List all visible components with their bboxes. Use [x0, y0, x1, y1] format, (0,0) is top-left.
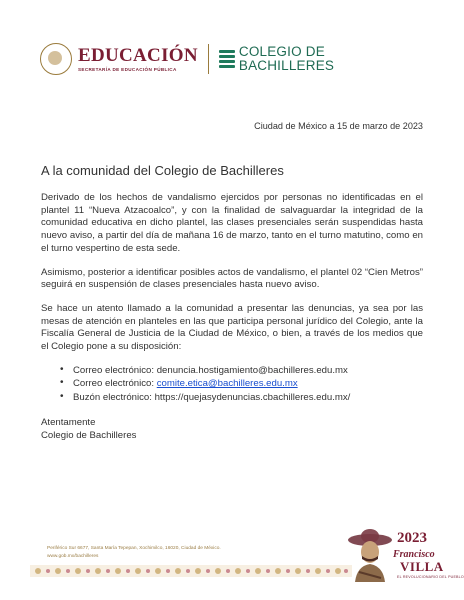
villa-portrait-icon — [347, 528, 393, 582]
francisco-villa-emblem — [345, 526, 464, 586]
closing-text: Atentamente — [41, 416, 96, 428]
colegio-wordmark — [239, 45, 334, 73]
colegio-line-1: COLEGIO DE — [238, 44, 325, 59]
closing-block — [41, 417, 423, 442]
contact-label: Correo electrónico: — [73, 378, 157, 390]
ethics-email-link[interactable]: comite.etica@bachilleres.edu.mx — [156, 378, 298, 390]
contact-item — [73, 365, 423, 378]
signature-text: Colegio de Bachilleres — [41, 429, 137, 441]
contact-item — [73, 378, 423, 391]
footer-address-block — [47, 545, 221, 560]
mexico-seal-icon — [40, 43, 72, 75]
letter-date: Ciudad de México a 15 de marzo de 2023 — [254, 121, 423, 131]
sep-logo — [78, 46, 198, 72]
sep-title: EDUCACIÓN — [78, 45, 198, 66]
contact-label: Correo electrónico: — [73, 364, 157, 376]
contact-value: denuncia.hostigamiento@bachilleres.edu.mx — [156, 364, 348, 376]
contact-list — [41, 365, 423, 405]
colegio-line-2: BACHILLERES — [238, 58, 335, 73]
paragraph-1: Derivado de los hechos de vandalismo ejercidos por personas no identificadas en el plantel 11 “Nueva Atzacoalco”, y con la finalidad de salvaguardar la integridad de la comunidad educativa en dicho plantel, las clases presenciales serán suspendidas hasta nuevo aviso, a partir del día de mañana 16 de marzo, tanto en el turno matutino, como en el turno vespertino de esta sede. — [41, 192, 423, 254]
emblem-tagline: EL REVOLUCIONARIO DEL PUEBLO — [397, 575, 464, 579]
colegio-logo-icon — [219, 49, 235, 69]
sep-subtitle: SECRETARÍA DE EDUCACIÓN PÚBLICA — [78, 67, 177, 72]
decorative-floral-strip — [30, 565, 352, 577]
paragraph-2: Asimismo, posterior a identificar posibles actos de vandalismo, el plantel 02 “Cien Metros” seguirá en suspensión de clases presenciales hasta nuevo aviso. — [41, 266, 423, 291]
letter-heading: A la comunidad del Colegio de Bachilleres — [41, 163, 284, 178]
footer-website: www.gob.mx/bachilleres — [47, 553, 99, 559]
emblem-name-first: Francisco — [393, 549, 435, 560]
letter-body — [41, 192, 423, 442]
emblem-name-last: VILLA — [400, 559, 444, 574]
emblem-year: 2023 — [397, 530, 427, 546]
letterhead — [40, 42, 334, 76]
header-divider — [208, 44, 209, 74]
contact-label: Buzón electrónico: — [73, 392, 155, 404]
footer-address: Periférico Sur 6677, Santa María Tepepan, Xochimilco, 16020, Ciudad de México. — [47, 546, 221, 551]
paragraph-3: Se hace un atento llamado a la comunidad a presentar las denuncias, ya sea por las mesas de atención en planteles en las que participa personal jurídico del Colegio, ante la Fiscalía General de Justicia de la Ciudad de México, o bien, a través de los medios que el Colegio pone a su disposición: — [41, 302, 423, 353]
contact-item — [73, 392, 423, 405]
contact-value: https://quejasydenuncias.cbachilleres.edu.mx/ — [154, 392, 351, 404]
